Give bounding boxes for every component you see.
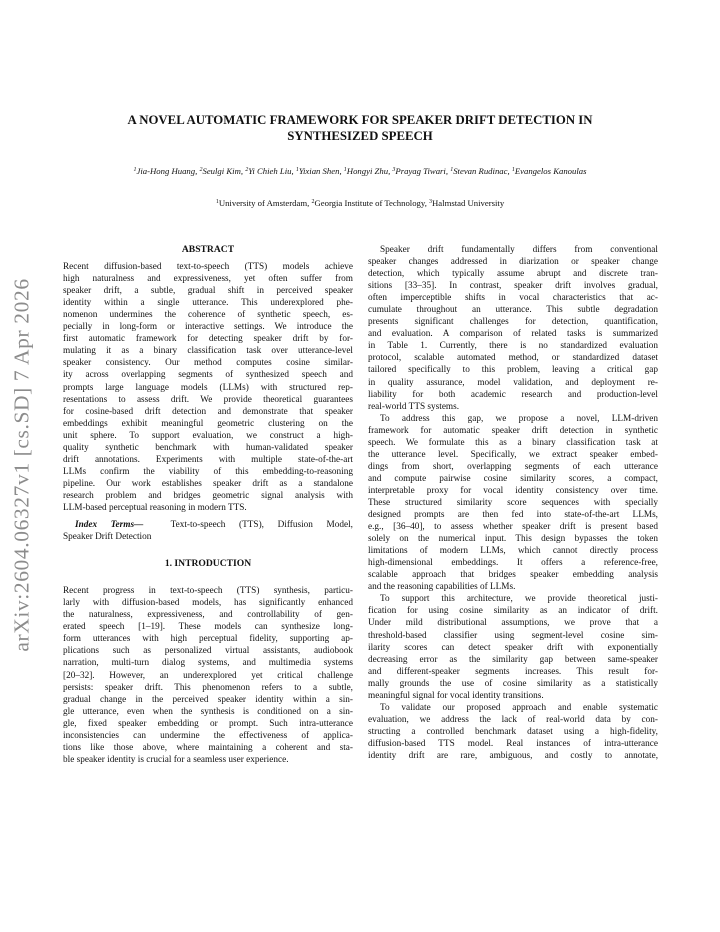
title-line: SYNTHESIZED SPEECH bbox=[287, 128, 433, 143]
body-line: detection, which typically assume abrupt and discrete tran- bbox=[368, 269, 658, 280]
intro-line: gle, fixed speaker embedding or prompt. Such intra-utterance bbox=[63, 718, 353, 729]
body-line: and compute pairwise cosine similarity scores, a compact, bbox=[368, 473, 658, 484]
body-line: the utterance level. Specifically, we extract speaker embed- bbox=[368, 449, 658, 460]
abstract-line: mulating it as a binary classification task over utterance-level bbox=[63, 346, 353, 357]
intro-line: ble speaker identity is crucial for a seamless user experience. bbox=[63, 754, 289, 765]
paragraph bbox=[368, 702, 658, 762]
intro-line: [20–32]. However, an underexplored yet critical challenge bbox=[63, 670, 353, 681]
paper-title bbox=[60, 113, 660, 144]
index-terms-line: Speaker Drift Detection bbox=[63, 532, 152, 543]
body-line: real-world TTS systems. bbox=[368, 401, 460, 412]
arxiv-identifier-text: arXiv:2604.06327v1 [cs.SD] 7 Apr 2026 bbox=[9, 278, 34, 652]
author: $^1$Stevan Rudinac bbox=[450, 166, 508, 176]
body-line: cumulate throughout an utterance. This subtle degradation bbox=[368, 305, 658, 316]
intro-line: Recent progress in text-to-speech (TTS) synthesis, particu- bbox=[63, 586, 353, 597]
index-terms bbox=[63, 519, 353, 543]
abstract-line: nomenon undermines the coherence of synthetic speech, es- bbox=[63, 310, 353, 321]
body-line: designed prompts are then fed into state-of-the-art LLMs, bbox=[368, 510, 658, 521]
body-line: To support this architecture, we provide theoretical justi- bbox=[380, 594, 658, 605]
body-line: liability for both academic research and production-level bbox=[368, 389, 658, 400]
body-line: threshold-based classifier using segment-level cosine sim- bbox=[368, 630, 658, 641]
body-line: and the reasoning capabilities of LLMs. bbox=[368, 582, 516, 593]
body-line: tailored specifically to this problem, leaving a critical gap bbox=[368, 365, 658, 376]
body-line: meaningful signal for vocal identity transitions. bbox=[368, 690, 544, 701]
body-line: and different-speaker segments increases. This result for- bbox=[368, 666, 658, 677]
body-line: structing a controlled benchmark dataset using a high-fidelity, bbox=[368, 726, 658, 737]
abstract-line: first automatic framework for detecting speaker drift by for- bbox=[63, 334, 353, 345]
abstract-line: pecially in long-form or interactive settings. We introduce the bbox=[63, 322, 353, 333]
abstract-line: ity across overlapping segments of synthesized speech and bbox=[63, 370, 353, 381]
body-line: Under mild distributional assumptions, we prove that a bbox=[368, 618, 658, 629]
author: $^1$Jia-Hong Huang bbox=[133, 166, 196, 176]
body-line: scalable approach that bridges speaker embedding analysis bbox=[368, 570, 658, 581]
intro-line: gle utterance, even when the synthesis is conditioned on a sin- bbox=[63, 706, 353, 717]
right-column bbox=[368, 244, 658, 762]
body-line: These structured similarity score sequences with specially bbox=[368, 497, 658, 508]
abstract-body bbox=[63, 261, 353, 514]
index-terms-line bbox=[63, 519, 353, 531]
introduction-body bbox=[63, 585, 353, 766]
intro-line: the naturalness, expressiveness, and controllability of gen- bbox=[63, 610, 353, 621]
body-line: presents significant challenges for detection, quantification, bbox=[368, 317, 658, 328]
body-line: sitions [33–35]. In contrast, speaker drift involves gradual, bbox=[368, 281, 658, 292]
intro-line: form utterances with high perceptual fidelity, supporting ap- bbox=[63, 634, 353, 645]
author: $^1$Yixian Shen bbox=[295, 166, 340, 176]
affiliation: $^1$University of Amsterdam bbox=[215, 198, 308, 208]
body-line: evaluation, we address the lack of real-world data by con- bbox=[368, 714, 658, 725]
affiliation: $^2$Georgia Institute of Technology bbox=[311, 198, 425, 208]
abstract-line: pipeline. Our work establishes speaker drift as a standalone bbox=[63, 478, 353, 489]
abstract-line: prompts large language models (LLMs) with structured rep- bbox=[63, 382, 353, 393]
body-line: To validate our proposed approach and enable systematic bbox=[380, 702, 658, 713]
body-line: interpretable proxy for vocal identity consistency over time. bbox=[368, 485, 658, 496]
body-line: and evaluation. A comparison of related tasks is summarized bbox=[368, 329, 658, 340]
paragraph bbox=[368, 244, 658, 413]
abstract-line: for cosine-based drift detection and demonstrate that speaker bbox=[63, 406, 353, 417]
body-line: ilarity scores can detect speaker drift with exponentially bbox=[368, 642, 658, 653]
author: $^1$Hongyi Zhu bbox=[343, 166, 389, 176]
intro-line: persists: speaker drift. This phenomenon refers to a subtle, bbox=[63, 682, 353, 693]
title-line: A NOVEL AUTOMATIC FRAMEWORK FOR SPEAKER DRIFT DETECTION IN bbox=[127, 113, 593, 127]
body-line: framework for automatic speaker drift detection in synthetic bbox=[368, 425, 658, 436]
author: $^1$Evangelos Kanoulas bbox=[511, 166, 587, 176]
paragraph bbox=[368, 413, 658, 594]
abstract-line: speaker consistency. Our method computes cosine similar- bbox=[63, 358, 353, 369]
body-line: limitations of modern LLMs, which cannot directly process bbox=[368, 546, 658, 557]
body-line: in quality assurance, model validation, and deployment re- bbox=[368, 377, 658, 388]
abstract-line: speaker drift, a subtle, gradual shift in perceived speaker bbox=[63, 286, 353, 297]
intro-line: erated speech [1–19]. These models can synthesize long- bbox=[63, 622, 353, 633]
intro-line: narration, multi-turn dialog systems, and multimedia systems bbox=[63, 658, 353, 669]
intro-line: gradual change in the perceived speaker identity within a sin- bbox=[63, 694, 353, 705]
body-line: often imperceptible shifts in vocal characteristics that ac- bbox=[368, 293, 658, 304]
body-line: mally grounds the use of cosine similarity as a statistically bbox=[368, 678, 658, 689]
author-list: $^1$Jia-Hong Huang, $^2$Seulgi Kim, $^2$Yi Chieh Liu, $^1$Yixian Shen, $^1$Hongyi Zhu, $^3$Prayag Tiwari, $^1$Stevan Rudinac, $^1$Evangelos Kanoulas bbox=[133, 166, 587, 176]
affiliation: $^3$Halmstad University bbox=[429, 198, 505, 208]
abstract-line: identity within a single utterance. This underexplored phe- bbox=[63, 298, 353, 309]
abstract-line: resentations to assess drift. We provide theoretical guarantees bbox=[63, 394, 353, 405]
intro-line: plications such as personalized virtual assistants, audiobook bbox=[63, 646, 353, 657]
body-line: speech. We formulate this as a binary classification task at bbox=[368, 437, 658, 448]
index-terms-text: Text-to-speech (TTS), Diffusion Model, bbox=[170, 520, 353, 531]
abstract-line: LLM-based perceptual reasoning in modern TTS. bbox=[63, 502, 247, 513]
body-line: high-dimensional embeddings. It offers a reference-free, bbox=[368, 558, 658, 569]
left-column bbox=[63, 244, 353, 766]
body-line: decreasing error as the similarity gap between same-speaker bbox=[368, 654, 658, 665]
paragraph bbox=[368, 593, 658, 701]
body-line: dings from short, overlapping segments of each utterance bbox=[368, 461, 658, 472]
intro-line: tions like those above, where maintaining a coherent and sta- bbox=[63, 742, 353, 753]
abstract-line: drift annotations. Experiments with multiple state-of-the-art bbox=[63, 454, 353, 465]
abstract-line: high naturalness and expressiveness, yet often suffer from bbox=[63, 274, 353, 285]
body-line: fication for using cosine similarity as an indicator of drift. bbox=[368, 606, 658, 617]
body-line: solely on the numerical input. This design bypasses the token bbox=[368, 534, 658, 545]
body-line: e.g., [36–40], to assess whether speaker drift is present based bbox=[368, 522, 658, 533]
abstract-line: embeddings exhibit meaningful geometric clustering on the bbox=[63, 418, 353, 429]
body-line: speaker changes addressed in diarization or speaker change bbox=[368, 257, 658, 268]
abstract-line: unit sphere. To support evaluation, we construct a high- bbox=[63, 430, 353, 441]
abstract-line: quality synthetic benchmark with human-validated speaker bbox=[63, 442, 353, 453]
affiliation-list: $^1$University of Amsterdam, $^2$Georgia Institute of Technology, $^3$Halmstad University bbox=[215, 198, 505, 208]
body-line: diffusion-based TTS model. Real instances of intra-utterance bbox=[368, 738, 658, 749]
abstract-line: LLMs confirm the viability of this embedding-to-reasoning bbox=[63, 466, 353, 477]
author: $^2$Yi Chieh Liu bbox=[245, 166, 292, 176]
body-line: identity drift are rare, ambiguous, and costly to annotate, bbox=[368, 750, 658, 761]
abstract-line: Recent diffusion-based text-to-speech (TTS) models achieve bbox=[63, 262, 353, 273]
body-line: To address this gap, we propose a novel, LLM-driven bbox=[380, 413, 658, 424]
intro-line: inconsistencies can undermine the effectiveness of applica- bbox=[63, 730, 353, 741]
body-line: in Table 1. Currently, there is no standardized evaluation bbox=[368, 341, 658, 352]
abstract-line: research problem and bridges geometric signal analysis with bbox=[63, 490, 353, 501]
author: $^2$Seulgi Kim bbox=[199, 166, 241, 176]
index-terms-label: Index Terms— bbox=[75, 520, 144, 531]
abstract-heading: ABSTRACT bbox=[181, 244, 235, 255]
body-line: Speaker drift fundamentally differs from conventional bbox=[380, 245, 658, 255]
body-line: protocol, scalable automated method, or standardized dataset bbox=[368, 353, 658, 364]
introduction-heading: 1. INTRODUCTION bbox=[164, 558, 252, 570]
intro-line: larly with diffusion-based models, has significantly enhanced bbox=[63, 598, 353, 609]
author: $^3$Prayag Tiwari bbox=[392, 166, 446, 176]
